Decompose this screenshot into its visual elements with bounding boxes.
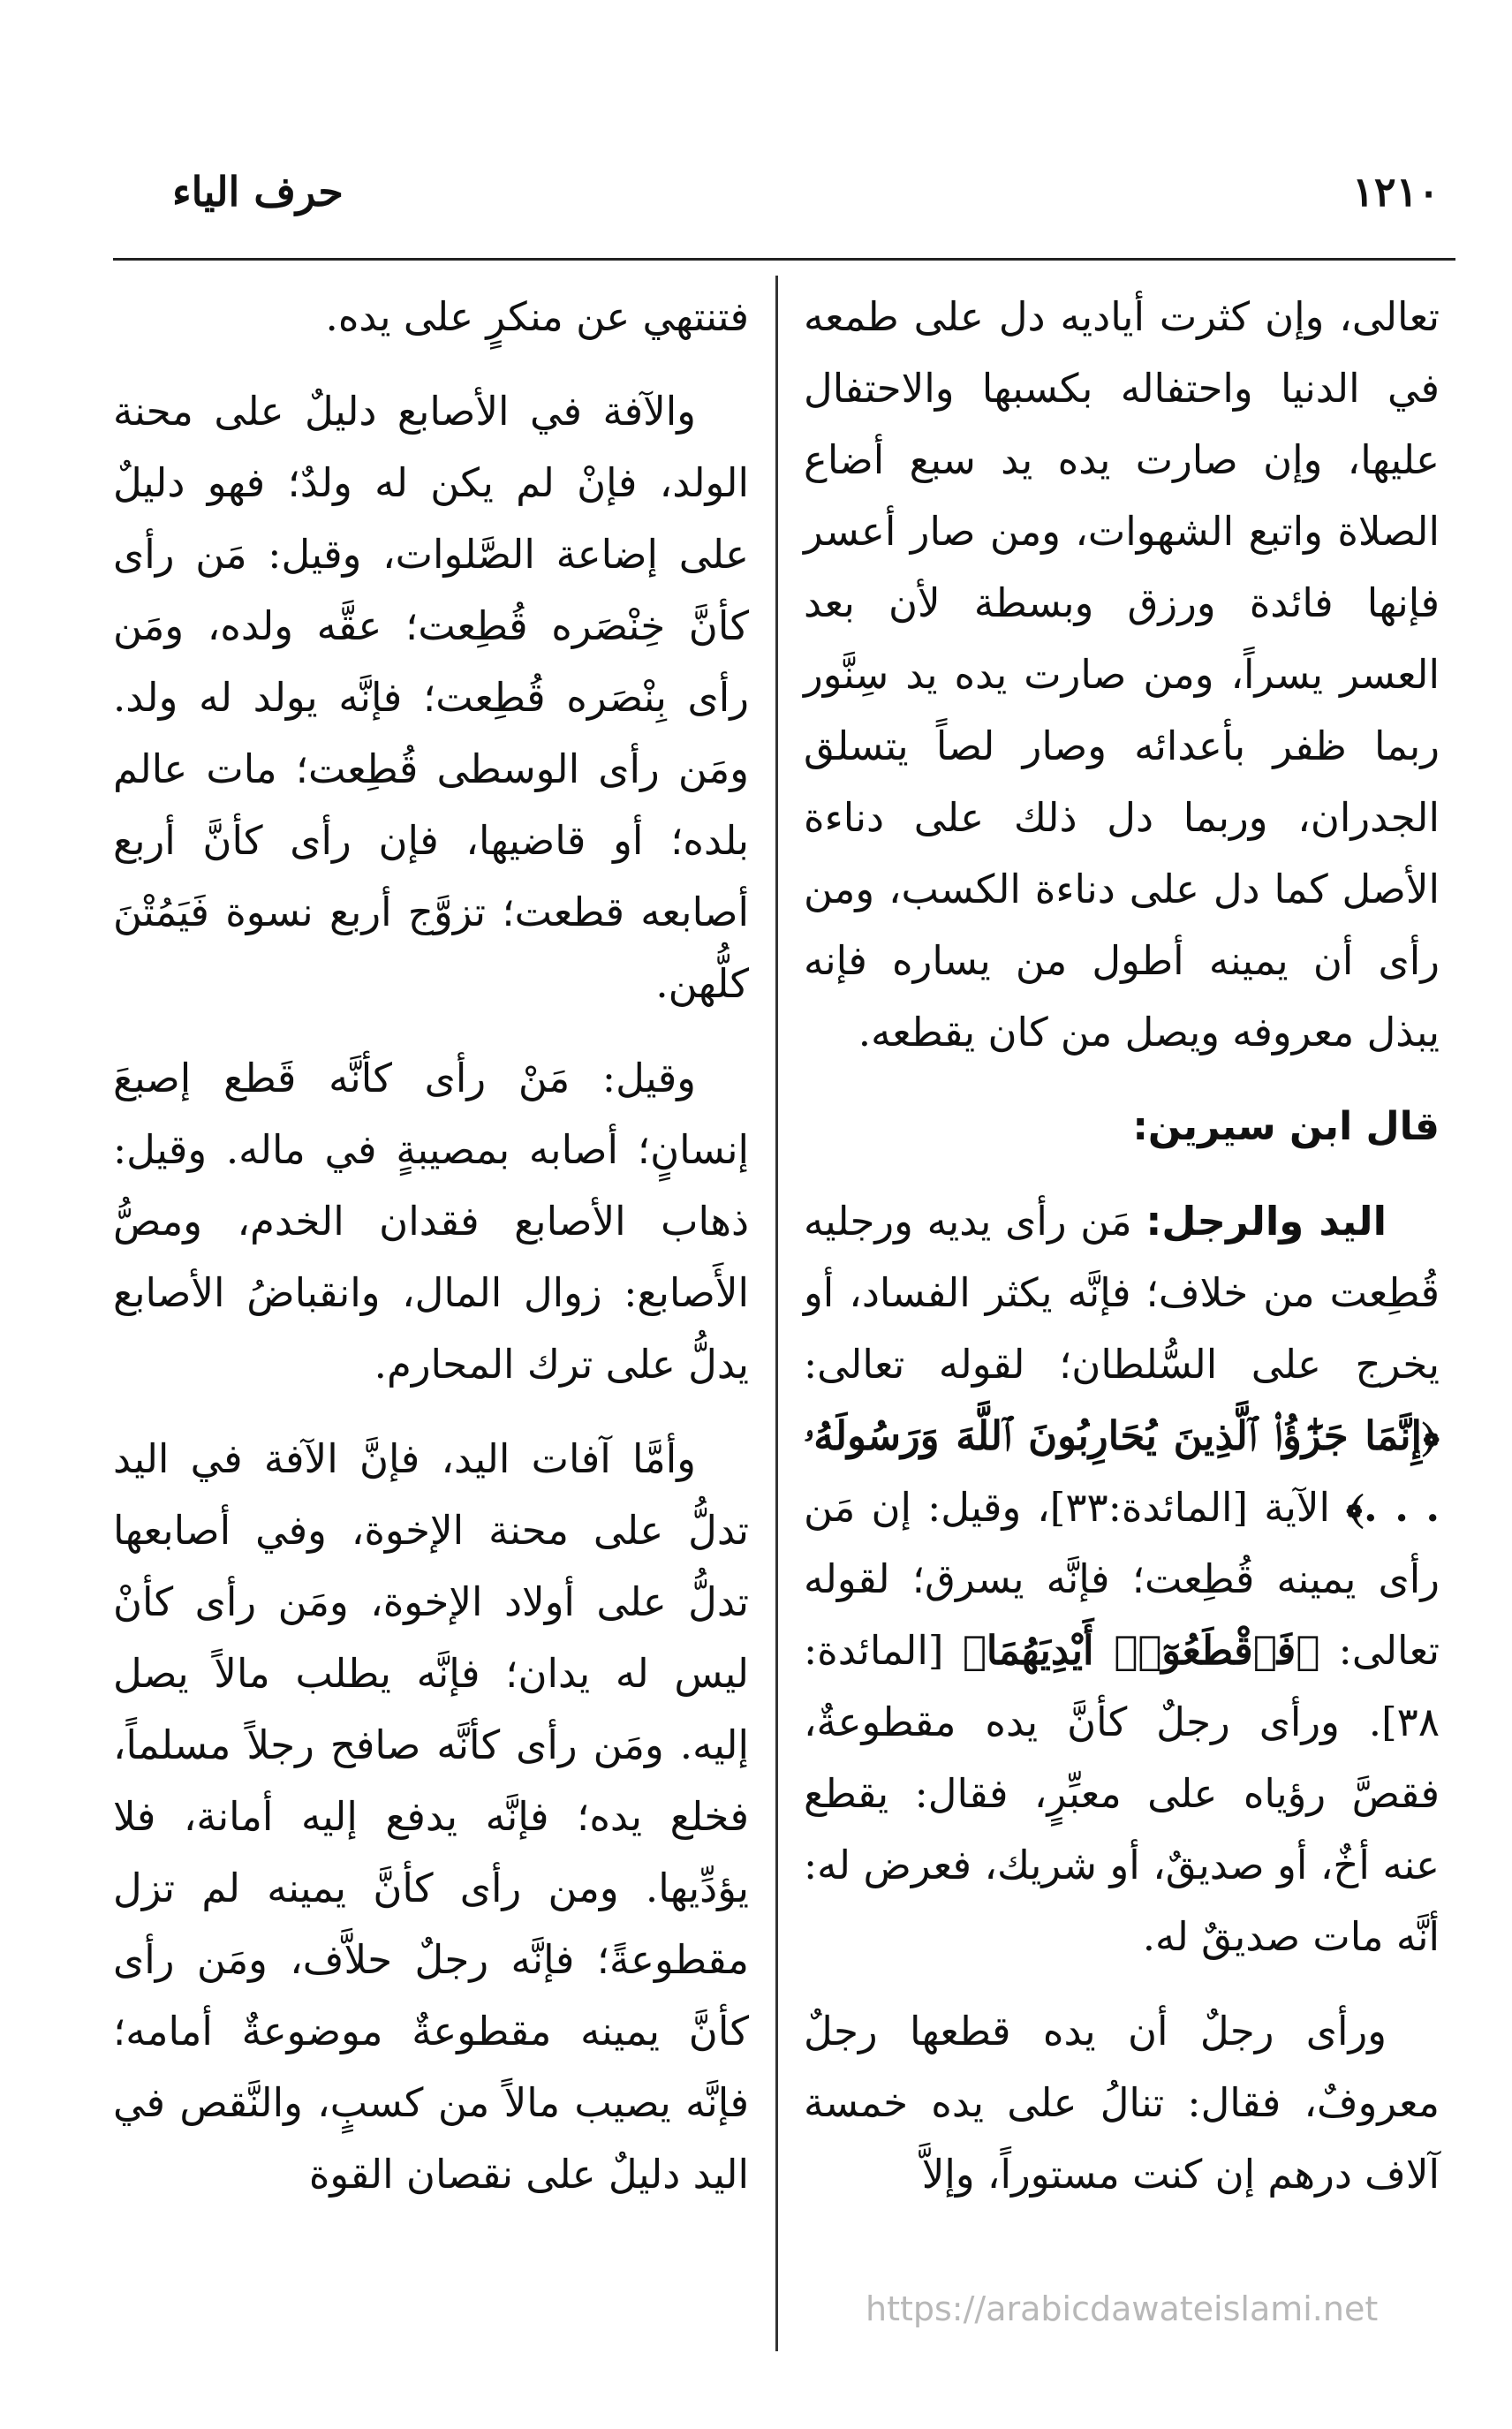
paragraph: وأمَّا آفات اليد، فإنَّ الآفة في اليد تدلُّ على محنة الإخوة، وفي أصابعها تدلُّ على أولاد الإخوة، ومَن رأى كأنْ ليس له يدان؛ فإنَّه يطلب مالاً يصل إليه. ومَن رأى كأنَّه صافح رجلاً مسلماً، فخلع يده؛ فإنَّه يدفع إليه أمانة، فلا يؤدِّيها. ومن رأى كأنَّ يمينه لم تزل مقطوعةً؛ فإنَّه رجلٌ حلاَّف، ومَن رأى كأنَّ يمينه مقطوعةٌ موضوعةٌ أمامه؛ فإنَّه يصيب مالاً من كسبٍ، والنَّقص في اليد دليلٌ على نقصان القوة [113,1435,749,2198]
paragraph-text: [المائدة: ٣٨]. ورأى رجلٌ كأنَّ يده مقطوعةٌ، فقصَّ رؤياه على معبِّرٍ، فقال: يقطع عنه أخٌ، أو صديقٌ، أو شريك، فعرض له: أنَّه مات صديقٌ له. [804,1627,1440,1960]
paragraph [804,1185,1440,1972]
quran-verse: ﴿فَٱقْطَعُوٓا۟ أَيْدِيَهُمَا﴾ [962,1627,1320,1674]
left-column [113,281,749,2233]
paragraph-text: مَن رأى يديه ورجليه قُطِعت من خلاف؛ فإنَّه يكثر الفساد، أو يخرج على السُّلطان؛ لقوله تعالى: [804,1198,1440,1388]
page-header [0,168,1512,238]
paragraph: ورأى رجلٌ أن يده قطعها رجلٌ معروفٌ، فقال: تنالُ على يده خمسة آلاف درهم إن كنت مستوراً، وإلاَّ [804,2008,1440,2198]
column-divider [775,276,778,2351]
page-number: ١٢١٠ [1352,168,1440,216]
paragraph: فتنتهي عن منكرٍ على يده. [325,293,749,340]
paragraph: تعالى، وإن كثرت أياديه دل على طمعه في الدنيا واحتفاله بكسبها والاحتفال عليها، وإن صارت يده يد سبع أضاع الصلاة واتبع الشهوات، ومن صار أعسر فإنها فائدة ورزق وبسطة لأن بعد العسر يسراً، ومن صارت يده يد سِنَّور ربما ظفر بأعدائه وصار لصاً يتسلق الجدران، وربما دل ذلك على دناءة الأصل كما دل على دناءة الكسب، ومن رأى أن يمينه أطول من يساره فإنه يبذل معروفه ويصل من كان يقطعه. [804,293,1440,1056]
header-rule [113,258,1455,261]
right-column [804,281,1440,2233]
paragraph-text: الآية [المائدة:٣٣]، وقيل: إن مَن رأى يمينه قُطِعت؛ فإنَّه يسرق؛ لقوله تعالى: [804,1484,1440,1674]
entry-term: اليد والرجل: [1145,1198,1387,1245]
running-title: حرف الياء [172,168,344,216]
watermark: https://arabicdawateislami.net [866,2289,1379,2328]
quran-verse: ﴿إِنَّمَا جَزَٰٓؤُا۟ ٱلَّذِينَ يُحَارِبُونَ ٱللَّهَ وَرَسُولَهُۥ . . .﴾ [804,1412,1440,1531]
paragraph: والآفة في الأصابع دليلٌ على محنة الولد، فإنْ لم يكن له ولدٌ؛ فهو دليلٌ على إضاعة الصَّلوات، وقيل: مَن رأى كأنَّ خِنْصَره قُطِعت؛ عقَّه ولده، ومَن رأى بِنْصَره قُطِعت؛ فإنَّه يولد له ولد. ومَن رأى الوسطى قُطِعت؛ مات عالم بلده؛ أو قاضيها، فإن رأى كأنَّ أربع أصابعه قطعت؛ تزوَّج أربع نسوة فَيَمُتْنَ كلُّهن. [113,388,749,1007]
section-heading: قال ابن سيرين: [1132,1104,1440,1149]
paragraph: وقيل: مَنْ رأى كأنَّه قَطع إصبعَ إنسانٍ؛ أصابه بمصيبةٍ في ماله. وقيل: ذهاب الأصابع فقدان الخدم، ومصُّ الأَصابع: زوال المال، وانقباضُ الأصابع يدلُّ على ترك المحارم. [113,1055,749,1388]
